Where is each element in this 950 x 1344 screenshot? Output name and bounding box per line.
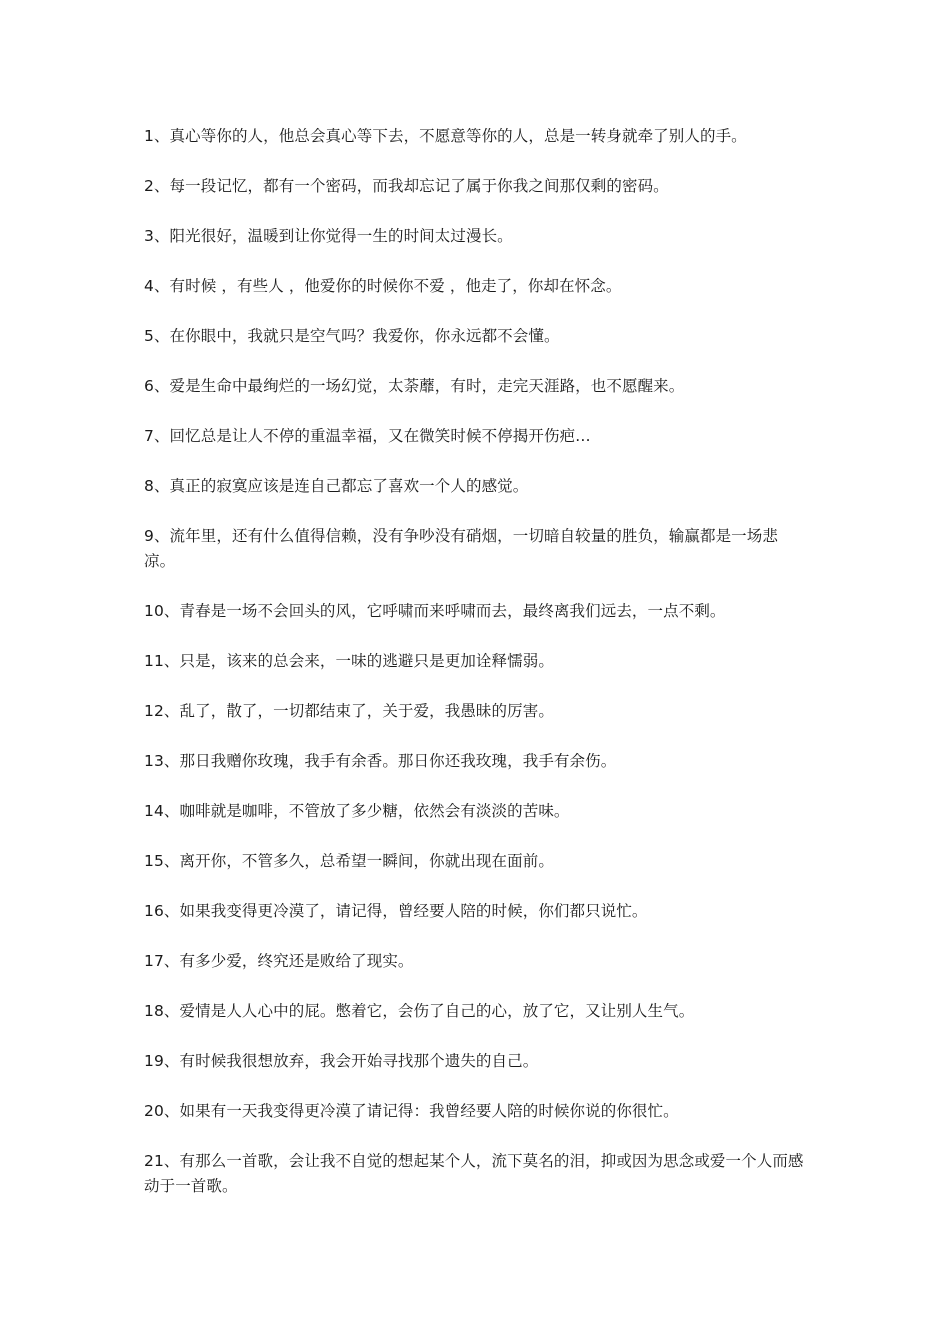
list-item: 3、阳光很好，温暖到让你觉得一生的时间太过漫长。 [144,227,513,245]
list-item: 9、流年里，还有什么值得信赖，没有争吵没有硝烟，一切暗自较量的胜负，输赢都是一场悲凉。 [144,527,778,570]
list-item: 6、爱是生命中最绚烂的一场幻觉，太荼蘼，有时，走完天涯路，也不愿醒来。 [144,377,685,395]
list-item: 11、只是，该来的总会来，一味的逃避只是更加诠释懦弱。 [144,652,554,670]
list-item: 19、有时候我很想放弃，我会开始寻找那个遗失的自己。 [144,1052,539,1070]
list-item: 12、乱了，散了，一切都结束了，关于爱，我愚昧的厉害。 [144,702,554,720]
list-item: 20、如果有一天我变得更冷漠了请记得：我曾经要人陪的时候你说的你很忙。 [144,1102,679,1120]
list-item: 17、有多少爱，终究还是败给了现实。 [144,952,414,970]
list-item: 15、离开你，不管多久，总希望一瞬间，你就出现在面前。 [144,852,554,870]
list-item: 13、那日我赠你玫瑰，我手有余香。那日你还我玫瑰，我手有余伤。 [144,752,617,770]
list-item: 14、咖啡就是咖啡，不管放了多少糖，依然会有淡淡的苦味。 [144,802,570,820]
list-item: 8、真正的寂寞应该是连自己都忘了喜欢一个人的感觉。 [144,477,529,495]
list-item: 1、真心等你的人，他总会真心等下去，不愿意等你的人，总是一转身就牵了别人的手。 [144,127,747,145]
list-item: 4、有时候 ，有些人 ，他爱你的时候你不爱 ，他走了，你却在怀念。 [144,277,622,295]
list-item: 18、爱情是人人心中的屁。憋着它，会伤了自己的心，放了它，又让别人生气。 [144,1002,695,1020]
list-item: 16、如果我变得更冷漠了，请记得，曾经要人陪的时候，你们都只说忙。 [144,902,648,920]
document-body [144,124,809,1224]
list-item: 10、青春是一场不会回头的风，它呼啸而来呼啸而去，最终离我们远去，一点不剩。 [144,602,726,620]
list-item: 2、每一段记忆，都有一个密码，而我却忘记了属于你我之间那仅剩的密码。 [144,177,669,195]
list-item: 7、回忆总是让人不停的重温幸福，又在微笑时候不停揭开伤疤… [144,427,591,445]
list-item: 5、在你眼中，我就只是空气吗？我爱你，你永远都不会懂。 [144,327,560,345]
list-item: 21、有那么一首歌，会让我不自觉的想起某个人，流下莫名的泪，抑或因为思念或爱一个人而感动于一首歌。 [144,1152,804,1195]
